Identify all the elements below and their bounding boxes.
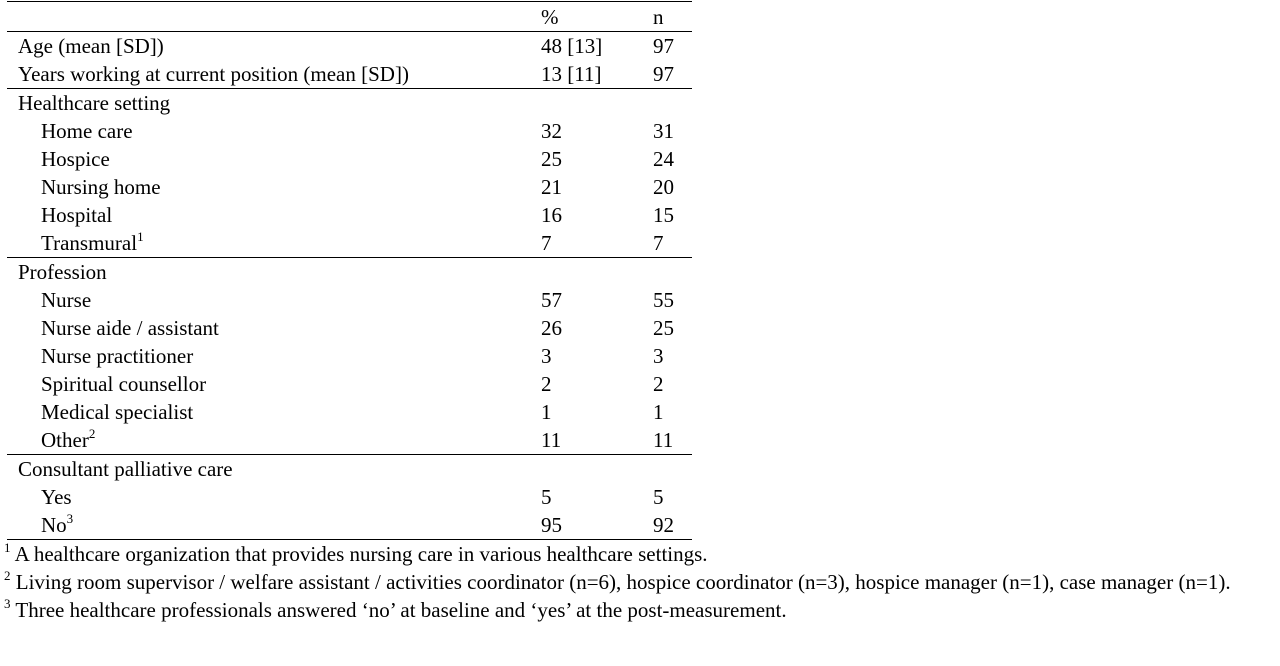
footnote-marker: 1 — [137, 229, 144, 244]
row-percent: 7 — [541, 231, 552, 255]
row-n: 1 — [653, 400, 664, 424]
row-label: Spiritual counsellor — [41, 372, 207, 396]
footnote-text: Living room supervisor / welfare assistant / activities coordinator (n=6), hospice coordinator (n=3), hospice manager (n=1), case manager (n=1). — [10, 570, 1231, 594]
table-row — [7, 117, 692, 145]
table-row — [7, 426, 692, 455]
row-label: Nurse aide / assistant — [41, 316, 219, 340]
footnote-mark: 2 — [4, 568, 11, 583]
row-n: 31 — [653, 119, 674, 143]
row-percent: 13 [11] — [541, 62, 602, 86]
row-n: 7 — [653, 231, 664, 255]
row-label: Years working at current position (mean [SD]) — [18, 62, 409, 86]
header-label-cell — [7, 2, 541, 32]
group-title-row — [7, 258, 692, 287]
row-label: Yes — [41, 485, 72, 509]
row-n: 55 — [653, 288, 674, 312]
header-n: n — [653, 2, 692, 32]
row-label: Hospice — [41, 147, 110, 171]
row-percent: 57 — [541, 288, 562, 312]
row-percent: 26 — [541, 316, 562, 340]
row-n: 2 — [653, 372, 664, 396]
row-percent: 1 — [541, 400, 552, 424]
empty-cell — [541, 455, 653, 484]
table-row — [7, 60, 692, 89]
table-row — [7, 314, 692, 342]
row-label-with-note — [7, 511, 541, 540]
table-row — [7, 229, 692, 258]
table-row — [7, 342, 692, 370]
table-row — [7, 286, 692, 314]
footnote-2 — [4, 568, 1278, 596]
row-label: Age (mean [SD]) — [7, 32, 541, 61]
row-label: Other — [41, 428, 89, 452]
row-n: 24 — [653, 147, 674, 171]
row-percent: 95 — [541, 511, 653, 540]
footnotes — [4, 540, 1278, 624]
row-label-with-note — [7, 229, 541, 258]
group-title: Healthcare setting — [7, 89, 541, 118]
empty-cell — [541, 89, 653, 118]
empty-cell — [653, 89, 692, 118]
row-percent: 25 — [541, 147, 562, 171]
row-n: 25 — [653, 316, 674, 340]
empty-cell — [541, 258, 653, 287]
row-label: Nurse — [41, 288, 92, 312]
group-title: Consultant palliative care — [7, 455, 541, 484]
footnote-marker: 3 — [66, 511, 74, 526]
row-n: 92 — [653, 511, 692, 540]
row-n: 15 — [653, 203, 674, 227]
group-summary — [7, 32, 692, 89]
empty-cell — [653, 258, 692, 287]
row-percent: 21 — [541, 175, 562, 199]
row-label-with-note — [7, 426, 541, 455]
table-row — [7, 201, 692, 229]
row-label: Medical specialist — [41, 400, 194, 424]
row-percent: 32 — [541, 119, 562, 143]
header-percent: % — [541, 2, 653, 32]
table-row — [7, 370, 692, 398]
table-row — [7, 511, 692, 540]
row-percent: 11 — [541, 428, 562, 452]
row-label: Transmural — [41, 231, 138, 255]
footnote-3 — [4, 596, 1278, 624]
table-row — [7, 483, 692, 511]
footnote-mark: 1 — [4, 540, 11, 555]
row-percent: 48 [13] — [541, 32, 653, 61]
row-n: 97 — [653, 32, 692, 61]
group-title-row — [7, 89, 692, 118]
footnote-marker: 2 — [88, 426, 96, 441]
table-header-row — [7, 2, 692, 32]
footnote-mark: 3 — [4, 596, 11, 611]
row-label: Home care — [41, 119, 133, 143]
group-profession — [7, 258, 692, 455]
characteristics-table — [7, 1, 692, 540]
row-n: 11 — [653, 428, 674, 452]
footnote-text: Three healthcare professionals answered ‘no’ at baseline and ‘yes’ at the post-measurement. — [10, 598, 787, 622]
footnote-1 — [4, 540, 1278, 568]
table-row — [7, 32, 692, 61]
table-row — [7, 145, 692, 173]
row-label: No — [41, 513, 67, 537]
row-n: 3 — [653, 344, 664, 368]
row-percent: 5 — [541, 485, 552, 509]
row-n: 97 — [653, 62, 674, 86]
table-row — [7, 173, 692, 201]
group-title-row — [7, 455, 692, 484]
footnote-text: A healthcare organization that provides nursing care in various healthcare settings. — [10, 542, 708, 566]
row-label: Nurse practitioner — [41, 344, 194, 368]
group-consultant-palliative-care — [7, 455, 692, 540]
row-percent: 16 — [541, 203, 562, 227]
table-row — [7, 398, 692, 426]
row-n: 5 — [653, 485, 664, 509]
row-percent: 2 — [541, 372, 552, 396]
row-label: Nursing home — [41, 175, 161, 199]
empty-cell — [653, 455, 692, 484]
group-title: Profession — [7, 258, 541, 287]
row-label: Hospital — [41, 203, 113, 227]
group-healthcare-setting — [7, 89, 692, 258]
row-percent: 3 — [541, 344, 552, 368]
row-n: 20 — [653, 175, 674, 199]
